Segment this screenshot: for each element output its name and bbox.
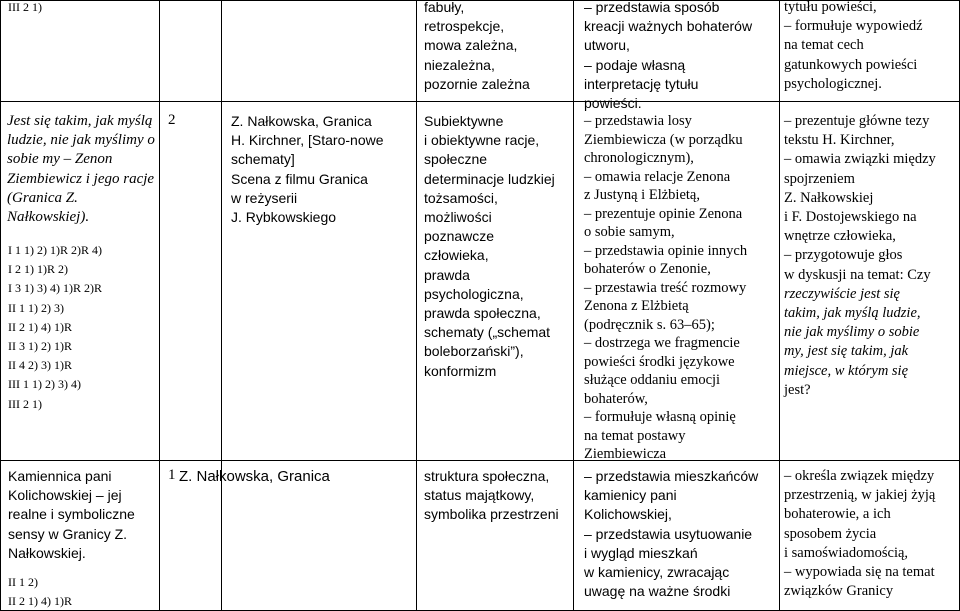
outcome-line: – wypowiada się na temat — [784, 564, 935, 581]
concept-line: symbolika przestrzeni — [424, 506, 559, 523]
texts-list-a — [231, 112, 384, 227]
code-line: III 1 1) 2) 3) 4) — [8, 377, 81, 392]
outcome-line: jest? — [784, 381, 811, 398]
lesson-title-b: Kamiennica pani Kolichowskiej – jej realne i symboliczne sensy w Granicy Z. Nałkowskiej. — [8, 468, 135, 561]
skill-line: – przedstawia usytuowanie — [584, 525, 753, 542]
outcome-line-italic: miejsce, w którym się — [784, 362, 909, 379]
skills-bottom — [584, 467, 758, 601]
outcome-line: i F. Dostojewskiego na — [784, 209, 917, 226]
concept-line: boleborzański”), — [424, 343, 524, 360]
concept-line: psychologiczna, — [424, 285, 524, 302]
text-line: J. Rybkowskiego — [231, 209, 337, 226]
code-line: II 1 2) — [8, 575, 38, 589]
skill-line: – przedstawia mieszkańców — [584, 468, 759, 484]
outcome-line-italic: my, jest się takim, jak — [784, 343, 909, 360]
code-line: III 2 1) — [8, 396, 42, 411]
skill-line: – dostrzega we fragmencie — [584, 335, 740, 351]
code-line: II 4 2) 3) 1)R — [8, 358, 72, 373]
outcomes-top — [784, 0, 923, 94]
outcome-line-italic: takim, jak myślą ludzie, — [784, 305, 921, 322]
text-line: schematy] — [231, 151, 295, 168]
code-line: II 2 1) 4) 1)R — [8, 594, 72, 609]
outcome-line-italic: rzeczywiście jest się — [784, 285, 900, 302]
codes-list-a — [8, 241, 102, 414]
outcome-line: przestrzenią, w jakiej żyją — [784, 487, 936, 504]
skill-line: o sobie samym, — [584, 224, 675, 240]
skill-line: – formułuje własną opinię — [584, 409, 736, 425]
column-divider — [573, 0, 574, 611]
skill-line: Kolichowskiej, — [584, 506, 672, 523]
text-line: Scena z filmu Granica — [231, 170, 368, 187]
text-line: Z. Nałkowska, Granica — [179, 468, 330, 485]
concept-line: i obiektywne racje, — [424, 132, 540, 149]
outcome-line: bohaterowie, a ich — [784, 506, 891, 523]
skill-line: Ziembiewicza (w porządku — [584, 131, 743, 148]
outcome-line: – przygotowuje głos — [784, 247, 903, 264]
outcomes-mid — [784, 112, 936, 400]
concept-line: mowa zależna, — [424, 37, 518, 54]
skill-line: kreacji ważnych bohaterów — [584, 18, 753, 35]
outcome-line: – omawia związki między — [784, 151, 936, 168]
concept-line: poznawcze — [424, 228, 495, 245]
outcome-line: Z. Nałkowskiej — [784, 189, 874, 206]
text-line: w reżyserii — [231, 189, 298, 206]
code-line: II 3 1) 2) 1)R — [8, 339, 72, 354]
code-top: III 2 1) — [8, 0, 42, 14]
concepts-mid — [424, 112, 555, 381]
text-line: Z. Nałkowska, Granica — [231, 113, 372, 129]
code-line: II 2 1) 4) 1)R — [8, 319, 72, 334]
code-line: II 1 1) 2) 3) — [8, 300, 64, 315]
skill-line: Zenona z Elżbietą — [584, 298, 689, 314]
skill-line: służące oddaniu emocji — [584, 372, 721, 388]
row-divider — [0, 101, 960, 102]
code-line: I 2 1) 1)R 2) — [8, 262, 68, 277]
outcome-line: tytułu powieści, — [784, 0, 877, 15]
outcome-line: wnętrze człowieka, — [784, 228, 896, 245]
outcome-line: na temat cech — [784, 37, 864, 54]
concept-line: status majątkowy, — [424, 487, 535, 504]
skill-line: – przestawia treść rozmowy — [584, 279, 747, 296]
row-divider — [0, 460, 960, 461]
column-divider — [416, 0, 417, 611]
outcomes-bottom — [784, 467, 935, 601]
concept-line: społeczne — [424, 151, 488, 168]
hours-b: 1 — [168, 467, 176, 483]
skill-line: bohaterów, — [584, 390, 648, 407]
outcome-line: i samoświadomością, — [784, 544, 909, 561]
skill-line: – przedstawia losy — [584, 113, 692, 129]
column-divider — [779, 0, 780, 611]
skills-top — [584, 0, 752, 113]
code-line: I 3 1) 3) 4) 1)R 2)R — [8, 281, 102, 296]
outcome-line: sposobem życia — [784, 525, 877, 542]
skill-line: w kamienicy, zwracając — [584, 564, 730, 581]
column-divider — [221, 0, 222, 611]
concept-line: prawda społeczna, — [424, 305, 541, 322]
skill-line: – przedstawia sposób — [584, 0, 720, 15]
skill-line: uwagę na ważne środki — [584, 583, 731, 600]
code-line: I 1 1) 2) 1)R 2)R 4) — [8, 243, 102, 257]
hours-a: 2 — [168, 112, 176, 128]
outcome-line: spojrzeniem — [784, 170, 855, 187]
outcome-line: w dyskusji na temat: Czy — [784, 266, 931, 283]
concept-line: możliwości — [424, 209, 492, 226]
skills-mid — [584, 112, 747, 464]
concept-line: człowieka, — [424, 247, 489, 264]
outcome-line: tekstu H. Kirchner, — [784, 132, 895, 149]
concept-line: niezależna, — [424, 56, 495, 73]
skill-line: chronologicznym), — [584, 150, 694, 166]
concept-line: struktura społeczna, — [424, 468, 550, 484]
outcome-line: – prezentuje główne tezy — [784, 113, 930, 129]
skill-line: – omawia relacje Zenona — [584, 168, 731, 185]
skill-line: powieści środki językowe — [584, 353, 735, 370]
skill-line: – podaje własną — [584, 56, 686, 73]
concept-line: Subiektywne — [424, 113, 504, 129]
outcome-line: związków Granicy — [784, 583, 894, 600]
skill-line: Ziembiewicza — [584, 446, 667, 462]
concept-line: fabuły, — [424, 0, 465, 15]
outcome-line-italic: nie jak myślimy o sobie — [784, 324, 920, 341]
skill-line: – prezentuje opinie Zenona — [584, 205, 743, 222]
concept-line: pozornie zależna — [424, 75, 530, 92]
skill-line: kamienicy pani — [584, 487, 677, 504]
column-divider — [159, 0, 160, 611]
skill-line: i wygląd mieszkań — [584, 544, 698, 561]
outcome-line: psychologicznej. — [784, 75, 882, 92]
concepts-bottom — [424, 467, 559, 525]
table-border-left — [0, 0, 1, 611]
skill-line: interpretację tytułu — [584, 75, 699, 92]
outcome-line: – określa związek między — [784, 468, 935, 484]
concept-line: schematy („schemat — [424, 324, 551, 341]
outcome-line: gatunkowych powieści — [784, 56, 918, 73]
concepts-top — [424, 0, 530, 94]
concept-line: tożsamości, — [424, 189, 498, 206]
skill-line: bohaterów o Zenonie, — [584, 261, 711, 277]
texts-list-b — [179, 467, 330, 486]
skill-line: na temat postawy — [584, 427, 686, 444]
text-line: H. Kirchner, [Staro-nowe — [231, 132, 384, 149]
outcome-line: – formułuje wypowiedź — [784, 18, 923, 35]
skill-line: (podręcznik s. 63–65); — [584, 316, 715, 333]
skill-line: powieści. — [584, 95, 642, 112]
concept-line: konformizm — [424, 362, 497, 379]
skill-line: utworu, — [584, 37, 630, 54]
lesson-title-a: Jest się takim, jak myślą ludzie, nie jak myślimy o sobie my – Zenon Ziembiewicz i jego racje (Granica Z. Nałkowskiej). — [7, 113, 155, 226]
concept-line: retrospekcje, — [424, 18, 505, 35]
skill-line: – przedstawia opinie innych — [584, 242, 748, 259]
codes-list-b — [8, 573, 72, 611]
concept-line: prawda — [424, 266, 470, 283]
skill-line: z Justyną i Elżbietą, — [584, 187, 700, 203]
concept-line: determinacje ludzkiej — [424, 170, 555, 187]
